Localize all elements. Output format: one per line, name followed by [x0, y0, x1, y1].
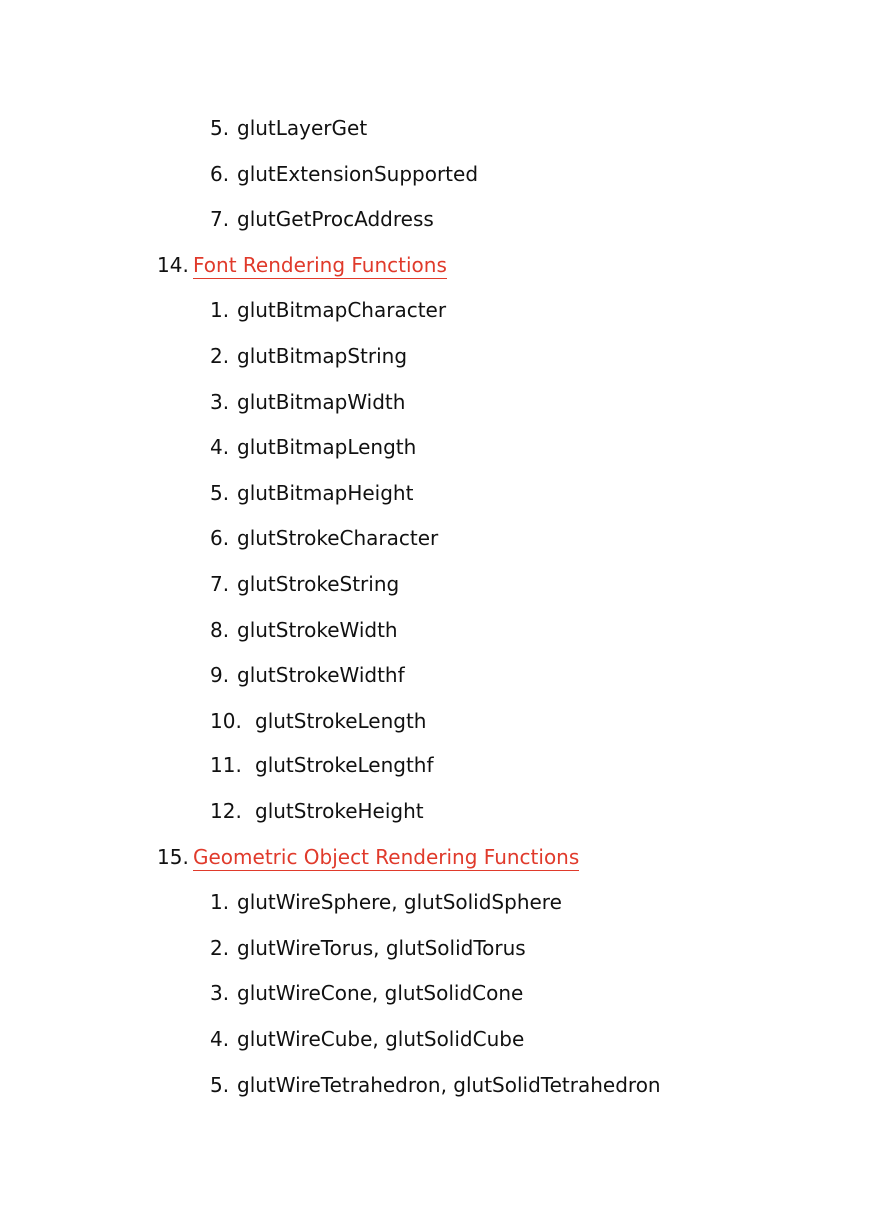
list-number: 2. [210, 344, 230, 368]
list-item [210, 708, 426, 734]
list-item [210, 571, 399, 597]
list-item-text: glutLayerGet [237, 116, 368, 140]
list-item [210, 617, 398, 643]
section-number: 15. [157, 845, 189, 869]
list-item [210, 1026, 524, 1052]
list-item-text: glutWireCone, glutSolidCone [237, 981, 524, 1005]
list-number: 5. [210, 1073, 230, 1097]
list-number: 2. [210, 936, 230, 960]
list-number: 8. [210, 618, 230, 642]
list-item [210, 752, 434, 778]
list-number: 12. [210, 799, 242, 823]
list-number: 1. [210, 298, 230, 322]
list-item-text: glutBitmapWidth [237, 390, 406, 414]
section-heading-geometric-object [157, 844, 579, 870]
list-item-text: glutWireTorus, glutSolidTorus [237, 936, 526, 960]
list-number: 11. [210, 753, 242, 777]
list-item [210, 889, 562, 915]
list-item [210, 798, 424, 824]
list-number: 4. [210, 1027, 230, 1051]
geometric-object-rendering-functions-link[interactable]: Geometric Object Rendering Functions [193, 845, 580, 869]
list-number: 5. [210, 116, 230, 140]
list-item-text: glutBitmapCharacter [237, 298, 447, 322]
list-item-text: glutWireSphere, glutSolidSphere [237, 890, 562, 914]
font-rendering-functions-link[interactable]: Font Rendering Functions [193, 253, 447, 277]
list-item [210, 980, 523, 1006]
list-item [210, 161, 478, 187]
list-item-text: glutWireCube, glutSolidCube [237, 1027, 525, 1051]
list-number: 3. [210, 390, 230, 414]
list-item-text: glutStrokeLength [255, 709, 427, 733]
list-number: 7. [210, 572, 230, 596]
list-item [210, 434, 416, 460]
list-number: 10. [210, 709, 242, 733]
list-item [210, 343, 407, 369]
list-number: 6. [210, 526, 230, 550]
list-number: 7. [210, 207, 230, 231]
list-item-text: glutStrokeLengthf [255, 753, 434, 777]
list-item-text: glutStrokeCharacter [237, 526, 439, 550]
list-number: 6. [210, 162, 230, 186]
list-item-text: glutStrokeWidth [237, 618, 398, 642]
list-item-text: glutExtensionSupported [237, 162, 479, 186]
list-item-text: glutStrokeHeight [255, 799, 424, 823]
list-item [210, 115, 367, 141]
list-number: 3. [210, 981, 230, 1005]
list-number: 1. [210, 890, 230, 914]
list-item-text: glutBitmapString [237, 344, 408, 368]
list-item-text: glutGetProcAddress [237, 207, 434, 231]
list-item-text: glutStrokeWidthf [237, 663, 405, 687]
section-number: 14. [157, 253, 189, 277]
list-item [210, 389, 405, 415]
list-item-text: glutWireTetrahedron, glutSolidTetrahedron [237, 1073, 661, 1097]
list-item [210, 206, 434, 232]
section-heading-font-rendering [157, 252, 447, 278]
list-number: 4. [210, 435, 230, 459]
list-item-text: glutBitmapLength [237, 435, 417, 459]
list-item [210, 525, 438, 551]
list-item [210, 662, 405, 688]
list-number: 5. [210, 481, 230, 505]
list-item [210, 297, 446, 323]
list-item [210, 480, 413, 506]
list-item [210, 935, 526, 961]
list-item-text: glutStrokeString [237, 572, 400, 596]
list-item [210, 1072, 661, 1098]
list-item-text: glutBitmapHeight [237, 481, 414, 505]
list-number: 9. [210, 663, 230, 687]
